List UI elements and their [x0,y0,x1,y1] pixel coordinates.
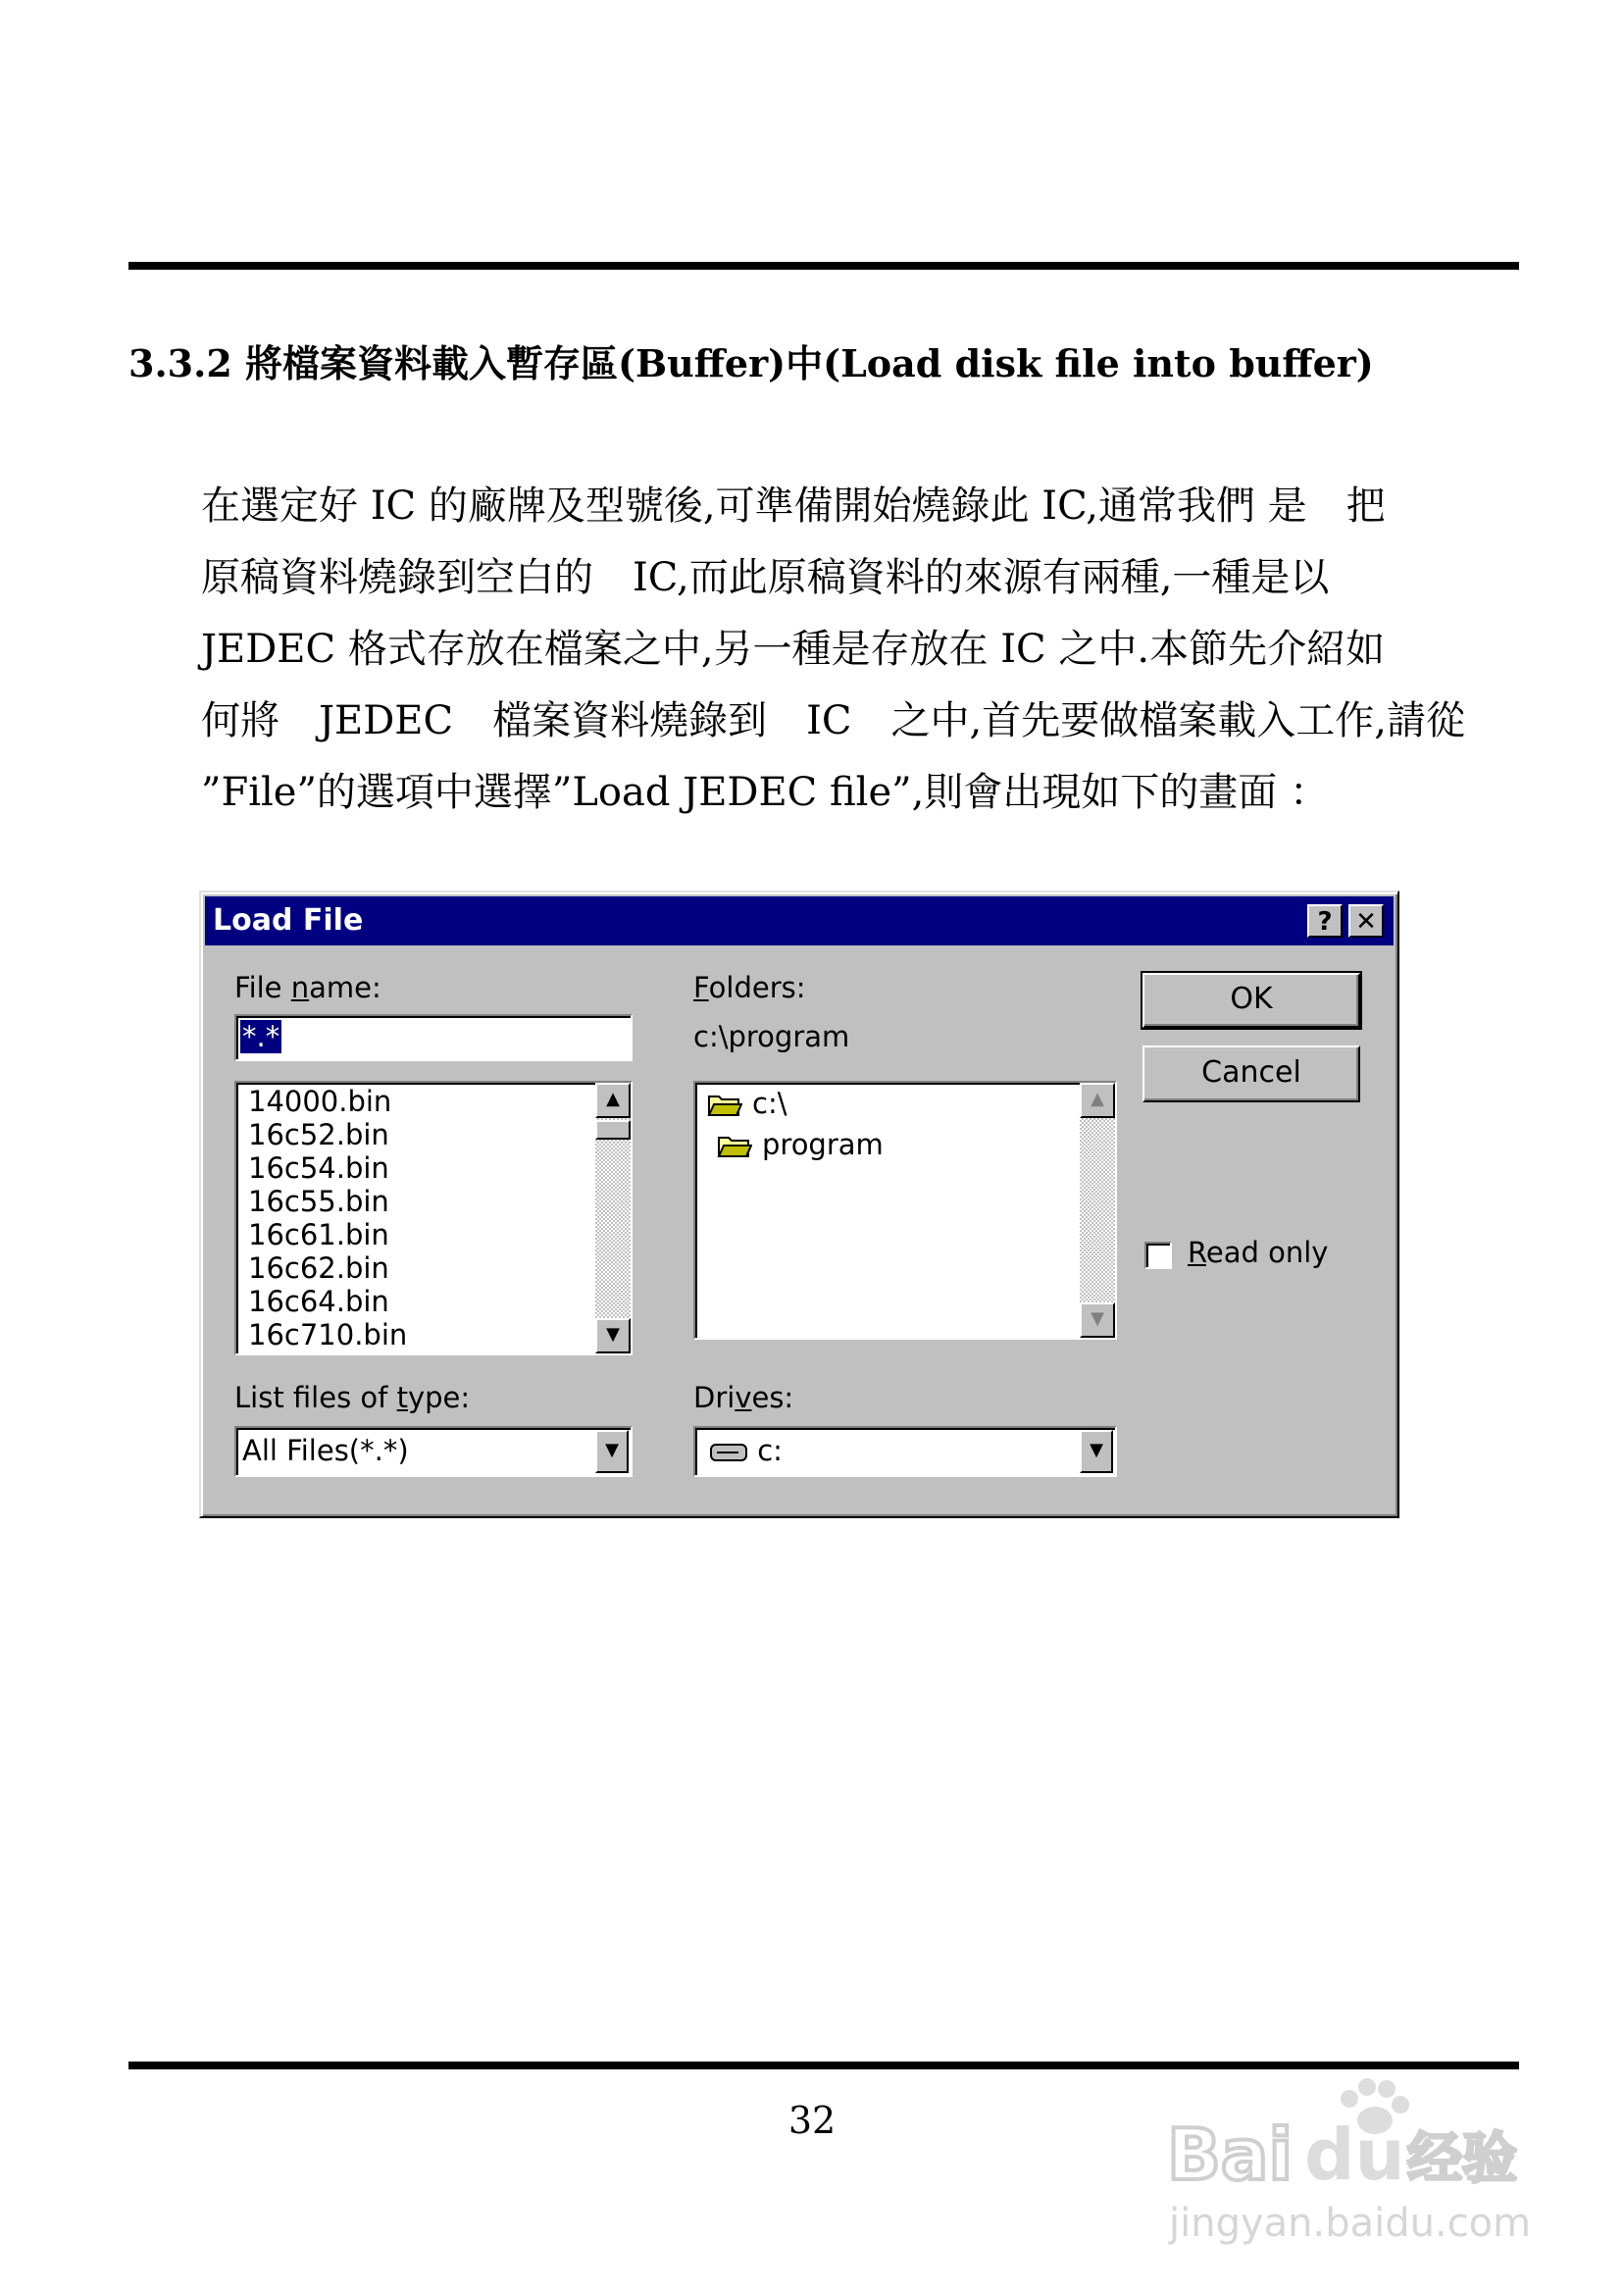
folder-open-icon [707,1091,742,1118]
folders-label: Folders: [693,971,806,1004]
scroll-up-icon[interactable]: ▲ [1080,1083,1115,1118]
read-only-checkbox[interactable] [1144,1242,1172,1269]
file-type-select[interactable] [234,1426,633,1477]
svg-text:Bai: Bai [1167,2114,1294,2196]
svg-text:du: du [1304,2114,1405,2196]
close-button[interactable]: ✕ [1348,904,1384,938]
watermark-logo [1157,2069,1549,2256]
drive-icon [709,1442,748,1463]
list-type-label: List files of type: [234,1381,471,1414]
paragraph-line: JEDEC 格式存放在檔案之中,另一種是存放在 IC 之中.本節先介紹如 [201,627,1386,672]
file-name-input[interactable] [234,1014,633,1061]
dropdown-arrow-icon[interactable]: ▼ [595,1430,629,1473]
top-rule [128,262,1519,270]
body-paragraph [201,471,1486,829]
cancel-button[interactable]: Cancel [1142,1045,1360,1102]
list-item[interactable]: 16c54.bin [248,1151,389,1185]
drive-select[interactable] [693,1426,1117,1477]
folder-open-icon [717,1132,752,1159]
list-item[interactable]: 16c62.bin [248,1251,389,1285]
scroll-down-icon[interactable]: ▼ [1080,1302,1115,1338]
paragraph-line: 何將 JEDEC 檔案資料燒錄到 IC 之中,首先要做檔案載入工作,請從 [201,698,1465,743]
paragraph-line: 原稿資料燒錄到空白的 IC,而此原稿資料的來源有兩種,一種是以 [201,555,1330,600]
dialog-titlebar [205,896,1394,945]
bottom-rule [128,2062,1519,2069]
scroll-down-icon[interactable]: ▼ [595,1318,631,1353]
read-only-label: Read only [1188,1236,1329,1269]
section-heading: 3.3.2 將檔案資料載入暫存區(Buffer)中(Load disk file into buffer) [128,341,1374,385]
list-item[interactable]: 16c55.bin [248,1185,389,1218]
paragraph-line: 在選定好 IC 的廠牌及型號後,可準備開始燒錄此 IC,通常我們 是 把 [201,484,1386,529]
list-item[interactable]: 16c61.bin [248,1218,389,1251]
dialog-title: Load File [213,903,364,938]
folder-item-program[interactable]: program [762,1128,884,1161]
current-path: c:\program [693,1020,850,1053]
file-list[interactable] [234,1081,633,1355]
drives-label: Drives: [693,1381,794,1414]
paragraph-line: ”File”的選項中選擇”Load JEDEC file”,則會出現如下的畫面 ： [201,770,1330,815]
watermark-url: jingyan.baidu.com [1169,2201,1532,2246]
svg-text:经验: 经验 [1407,2127,1517,2191]
page-number: 32 [787,2099,837,2142]
dropdown-arrow-icon[interactable]: ▼ [1080,1430,1113,1473]
drive-value: c: [757,1434,783,1467]
help-button[interactable]: ? [1307,904,1343,938]
list-item[interactable]: 14000.bin [248,1085,392,1118]
folder-tree[interactable] [693,1081,1117,1340]
load-file-dialog [199,891,1399,1518]
scroll-up-icon[interactable]: ▲ [595,1083,631,1118]
folder-item-root[interactable]: c:\ [752,1087,787,1120]
file-type-value: All Files(*.*) [242,1434,409,1467]
folder-tree-scrollbar[interactable] [1080,1083,1115,1338]
file-name-label: File name: [234,971,381,1004]
file-name-value: *.* [242,1020,280,1053]
list-item[interactable]: 16c64.bin [248,1285,389,1318]
ok-button[interactable]: OK [1142,973,1360,1028]
list-item[interactable]: 16c52.bin [248,1118,389,1151]
scroll-thumb[interactable] [595,1120,631,1140]
list-item[interactable]: 16c710.bin [248,1318,408,1351]
file-list-scrollbar[interactable] [595,1083,631,1353]
